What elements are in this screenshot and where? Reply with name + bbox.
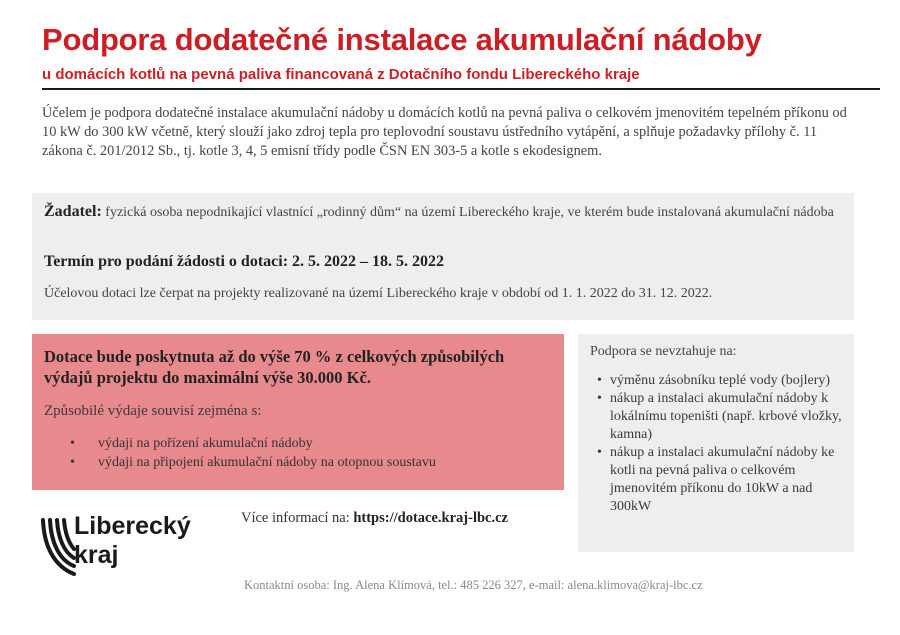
exclusions-heading: Podpora se nevztahuje na: xyxy=(590,344,737,359)
more-info-link[interactable]: https://dotace.kraj-lbc.cz xyxy=(353,510,508,526)
liberecky-kraj-logo xyxy=(40,512,220,580)
intro-paragraph: Účelem je podpora dodatečné instalace akumulační nádoby u domácích kotlů na pevná paliva o celkovém jmenovitém tepelném příkonu od 10 kW do 300 kW včetně, který slouží jako zdroj tepla pro teplovodní soustavu ústředního vytápění, a splňuje požadavky přílohy č. 11 zákona č. 201/2012 Sb., tj. kotle 3, 4, 5 emisní třídy podle ČSN EN 303-5 a kotle s ekodesignem. xyxy=(42,105,847,159)
contact-line: Kontaktní osoba: Ing. Alena Klímová, tel.: 485 226 327, e-mail: alena.klimova@kraj-lbc.cz xyxy=(244,578,703,592)
more-info-label: Více informací na: xyxy=(241,510,350,526)
subsidy-headline: Dotace bude poskytnuta až do výše 70 % z celkových způsobilých výdajů projektu do maximální výše 30.000 Kč. xyxy=(44,347,505,387)
eligible-expenses-heading: Způsobilé výdaje souvisí zejména s: xyxy=(44,403,262,419)
list-item: • výdaji na pořízení akumulační nádoby xyxy=(44,434,436,453)
applicant-block xyxy=(44,203,834,222)
exclusions-panel xyxy=(578,334,854,552)
exclusions-list xyxy=(590,372,845,516)
page-title: Podpora dodatečné instalace akumulační nádoby xyxy=(42,22,762,57)
list-item: • výdaji na připojení akumulační nádoby na otopnou soustavu xyxy=(44,453,436,472)
eligible-expenses-list xyxy=(44,434,436,472)
list-item: • nákup a instalaci akumulační nádoby k lokálnímu topeništi (např. krbové vložky, kamna) xyxy=(590,390,845,444)
list-item: • výměnu zásobníku teplé vody (bojlery) xyxy=(590,372,845,390)
application-deadline: Termín pro podání žádosti o dotaci: 2. 5. 2022 – 18. 5. 2022 xyxy=(44,253,445,270)
list-item: • nákup a instalaci akumulační nádoby ke kotli na pevná paliva o celkovém jmenovitém příkonu do 10kW a nad 300kW xyxy=(590,444,845,516)
subsidy-panel xyxy=(32,334,564,490)
logo-line-1: Liberecký xyxy=(74,512,191,540)
page-subtitle: u domácích kotlů na pevná paliva financovaná z Dotačního fondu Libereckého kraje xyxy=(42,66,640,83)
applicant-text: fyzická osoba nepodnikající vlastnící „rodinný dům“ na území Libereckého kraje, ve kterém bude instalovaná akumulační nádoba xyxy=(105,205,834,220)
logo-wordmark xyxy=(74,512,191,570)
logo-line-2: kraj xyxy=(74,541,119,569)
eligibility-period: Účelovou dotaci lze čerpat na projekty realizované na území Libereckého kraje v období od 1. 1. 2022 do 31. 12. 2022. xyxy=(44,286,713,301)
more-info xyxy=(241,510,508,527)
applicant-info-panel xyxy=(32,193,854,320)
applicant-label: Žadatel: xyxy=(44,203,102,220)
header-divider xyxy=(42,88,880,90)
